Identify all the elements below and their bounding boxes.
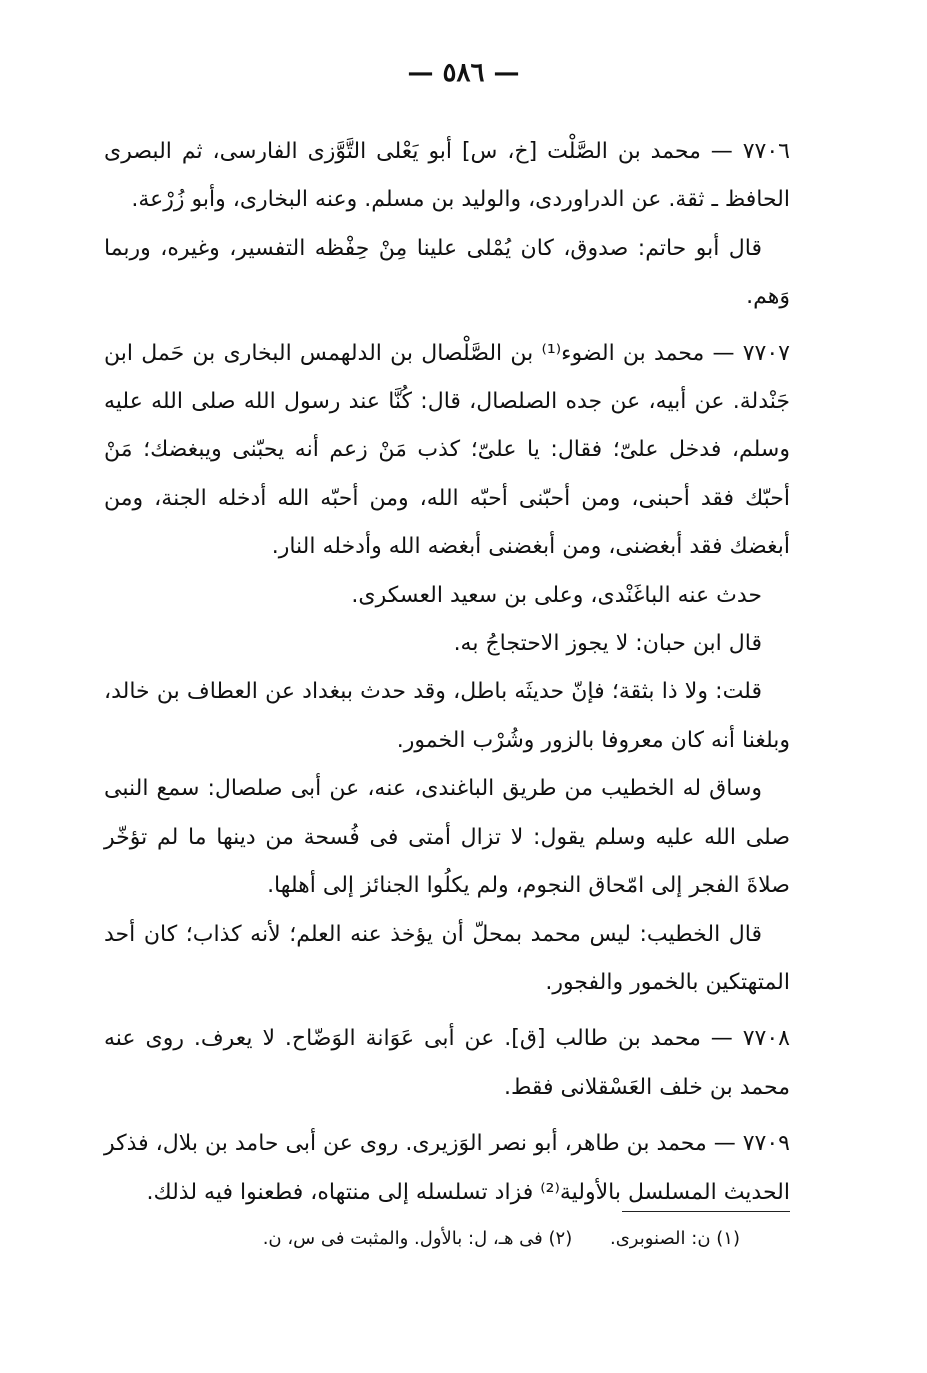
footnote-2: (٢) فى هـ، ل: بالأول. والمثبت فى س، ن.	[262, 1228, 573, 1249]
paragraph-entry-7706: ٧٧٠٦ — محمد بن الصَّلْت [خ، س] أبو يَعْلى التَّوَّزى الفارسى، ثم البصرى الحافظ ـ ثقة. عن الدراوردى، والوليد بن مسلم. وعنه البخارى، وأبو زُرْعة.	[104, 139, 790, 213]
paragraph-haddath: حدث عنه الباغَنْدى، وعلى بن سعيد العسكرى.	[351, 582, 762, 608]
footnote-1: (١) ن: الصنوبرى.	[609, 1228, 740, 1249]
paragraph-entry-7709: ٧٧٠٩ — محمد بن طاهر، أبو نصر الوَزيرى. روى عن أبى حامد بن بلال، فذكر الحديث المسلسل بالأولية⁽²⁾ فزاد تسلسله إلى منتهاه، فطعنوا فيه لذلك.	[104, 1131, 790, 1205]
footnotes	[190, 1222, 740, 1256]
paragraph-ibn-hibban: قال ابن حبان: لا يجوز الاحتجاجُ به.	[453, 631, 762, 657]
main-text	[104, 128, 790, 1217]
footnote-divider	[622, 1211, 790, 1212]
paragraph-entry-7708: ٧٧٠٨ — محمد بن طالب [ق]. عن أبى عَوَانة الوَضّاح. لا يعرف. روى عنه محمد بن خلف العَسْقلانى فقط.	[104, 1026, 790, 1100]
paragraph-entry-7707: ٧٧٠٧ — محمد بن الضوء⁽¹⁾ بن الصَّلْصال بن الدلهمس البخارى بن حَمل ابن جَنْدلة. عن أبيه، عن جده الصلصال، قال: كُنَّا عند رسول الله صلى الله عليه وسلم، فدخل علىّ؛ فقال: يا علىّ؛ كذب مَنْ زعم أنه يحبّنى ويبغضك؛ مَنْ أحبّك فقد أحبنى، ومن أحبّنى أحبّه الله، ومن أحبّه الله أدخله الجنة، ومن أبغضك فقد أبغضنى، ومن أبغضنى أبغضه الله وأدخله النار.	[104, 340, 790, 560]
paragraph-wasaq: وساق له الخطيب من طريق الباغندى، عنه، عن أبى صلصال: سمع النبى صلى الله عليه وسلم يقول: لا تزال أمتى فى فُسحة من دينها ما لم تؤخّر صلاةَ الفجر إلى امّحاق النجوم، ولم يكلُوا الجنائز إلى أهلها.	[104, 776, 790, 899]
page-number: — ٥٨٦ —	[407, 58, 520, 88]
paragraph-qultu: قلت: ولا ذا بثقة؛ فإنّ حديثَه باطل، وقد حدث ببغداد عن العطاف بن خالد، وبلغنا أنه كان معروفا بالزور وشُرْب الخمور.	[104, 679, 790, 753]
paragraph-khatib: قال الخطيب: ليس محمد بمحلّ أن يؤخذ عنه العلم؛ لأنه كذاب؛ كان أحد المتهتكين بالخمور والفجور.	[104, 921, 790, 995]
paragraph-abu-hatim: قال أبو حاتم: صدوق، كان يُمْلى علينا مِنْ حِفْظه التفسير، وغيره، وربما وَهم.	[104, 235, 790, 310]
